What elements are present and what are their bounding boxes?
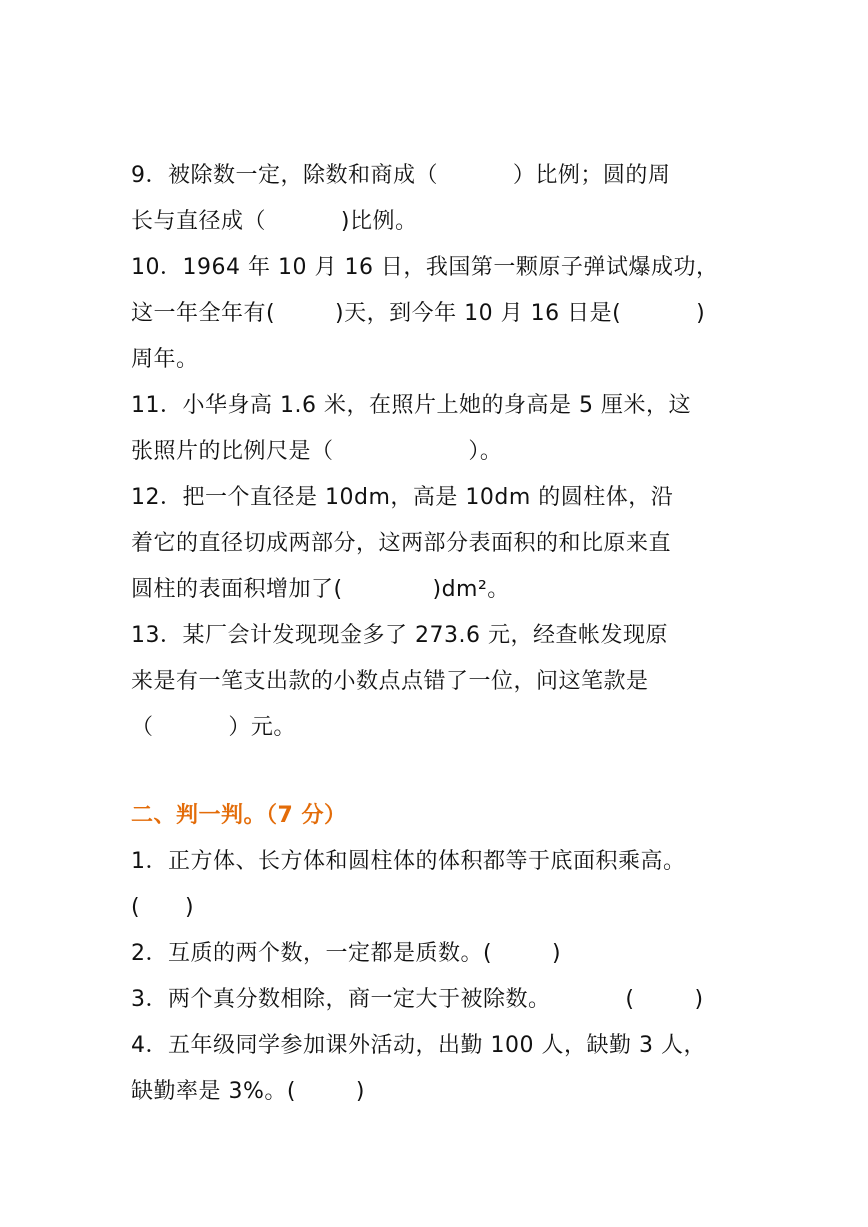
judge-item-1-line-2: ( ) bbox=[131, 895, 195, 920]
q13-line-3: （ ）元。 bbox=[131, 715, 296, 740]
q12-line-3: 圆柱的表面积增加了( )dm²。 bbox=[131, 577, 510, 602]
section-heading-judge: 二、判一判。（7 分） bbox=[131, 803, 347, 828]
q10-line-3: 周年。 bbox=[131, 347, 199, 372]
judge-item-3-line-1: 3．两个真分数相除，商一定大于被除数。 ( ) bbox=[131, 987, 704, 1012]
q11-line-1: 11．小华身高 1.6 米，在照片上她的身高是 5 厘米，这 bbox=[131, 393, 691, 418]
q13-line-1: 13．某厂会计发现现金多了 273.6 元，经查帐发现原 bbox=[131, 623, 668, 648]
judge-item-4-line-1: 4．五年级同学参加课外活动，出勤 100 人，缺勤 3 人， bbox=[131, 1033, 706, 1058]
q11-line-2: 张照片的比例尺是（ ）。 bbox=[131, 439, 503, 464]
judge-item-2-line-1: 2．互质的两个数，一定都是质数。( ) bbox=[131, 941, 562, 966]
q12-line-2: 着它的直径切成两部分，这两部分表面积的和比原来直 bbox=[131, 531, 672, 556]
q10-line-2: 这一年全年有( )天，到今年 10 月 16 日是( ) bbox=[131, 301, 706, 326]
q9-line-2: 长与直径成（ )比例。 bbox=[131, 209, 418, 234]
q13-line-2: 来是有一笔支出款的小数点点错了一位，问这笔款是 bbox=[131, 669, 649, 694]
judge-item-1-line-1: 1．正方体、长方体和圆柱体的体积都等于底面积乘高。 bbox=[131, 849, 686, 874]
q12-line-1: 12．把一个直径是 10dm，高是 10dm 的圆柱体，沿 bbox=[131, 485, 674, 510]
q10-line-1: 10．1964 年 10 月 16 日，我国第一颗原子弹试爆成功， bbox=[131, 255, 719, 280]
q9-line-1: 9．被除数一定，除数和商成（ ）比例；圆的周 bbox=[131, 163, 671, 188]
judge-item-4-line-2: 缺勤率是 3%。( ) bbox=[131, 1079, 366, 1104]
